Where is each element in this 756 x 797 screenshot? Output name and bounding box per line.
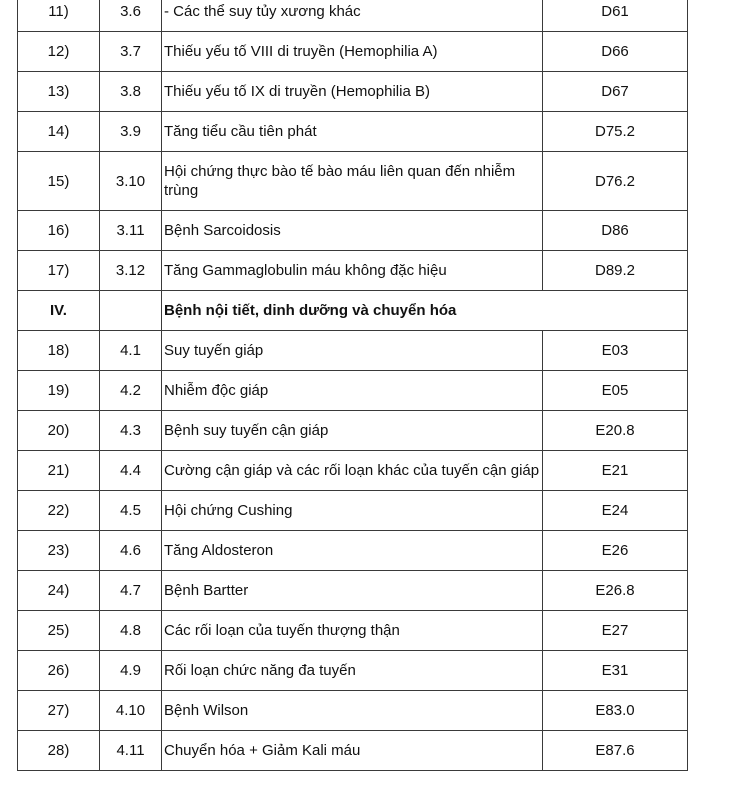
row-code: 3.7 <box>100 32 162 72</box>
table-row <box>18 32 688 72</box>
table-row <box>18 491 688 531</box>
row-code: 4.7 <box>100 571 162 611</box>
row-icd-code: E20.8 <box>543 411 688 451</box>
row-icd-code: E03 <box>543 331 688 371</box>
table-row <box>18 531 688 571</box>
row-disease-name: Bệnh Wilson <box>162 691 543 731</box>
row-disease-name: Thiếu yếu tố VIII di truyền (Hemophilia A) <box>162 32 543 72</box>
table-row <box>18 211 688 251</box>
row-number: 24) <box>18 571 100 611</box>
row-code: 4.4 <box>100 451 162 491</box>
row-code: 4.5 <box>100 491 162 531</box>
section-header-row <box>18 291 688 331</box>
row-number: 27) <box>18 691 100 731</box>
row-disease-name: Tăng tiểu cầu tiên phát <box>162 112 543 152</box>
row-icd-code: E21 <box>543 451 688 491</box>
row-number: 22) <box>18 491 100 531</box>
row-disease-name: Bệnh Sarcoidosis <box>162 211 543 251</box>
row-number: 12) <box>18 32 100 72</box>
row-disease-name: Bệnh Bartter <box>162 571 543 611</box>
table-row <box>18 331 688 371</box>
row-icd-code: D66 <box>543 32 688 72</box>
row-disease-name: Nhiễm độc giáp <box>162 371 543 411</box>
row-disease-name: Các rối loạn của tuyến thượng thận <box>162 611 543 651</box>
row-icd-code: D61 <box>543 0 688 32</box>
row-disease-name: Tăng Aldosteron <box>162 531 543 571</box>
section-code-empty <box>100 291 162 331</box>
row-number: 15) <box>18 152 100 211</box>
table-row <box>18 0 688 32</box>
disease-table <box>17 0 688 771</box>
row-disease-name: Hội chứng thực bào tế bào máu liên quan đến nhiễm trùng <box>162 152 543 211</box>
table-row <box>18 571 688 611</box>
section-title: Bệnh nội tiết, dinh dưỡng và chuyển hóa <box>162 291 688 331</box>
row-number: 17) <box>18 251 100 291</box>
row-number: 23) <box>18 531 100 571</box>
row-number: 18) <box>18 331 100 371</box>
row-icd-code: E27 <box>543 611 688 651</box>
row-icd-code: D67 <box>543 72 688 112</box>
row-code: 3.11 <box>100 211 162 251</box>
row-code: 4.8 <box>100 611 162 651</box>
row-icd-code: E24 <box>543 491 688 531</box>
row-number: 25) <box>18 611 100 651</box>
row-disease-name: Cường cận giáp và các rối loạn khác của tuyến cận giáp <box>162 451 543 491</box>
row-icd-code: D89.2 <box>543 251 688 291</box>
row-icd-code: E87.6 <box>543 731 688 771</box>
row-disease-name: Tăng Gammaglobulin máu không đặc hiệu <box>162 251 543 291</box>
row-number: 13) <box>18 72 100 112</box>
table-row <box>18 611 688 651</box>
row-code: 3.12 <box>100 251 162 291</box>
table-row <box>18 451 688 491</box>
row-code: 4.1 <box>100 331 162 371</box>
row-icd-code: E05 <box>543 371 688 411</box>
row-disease-name: Bệnh suy tuyến cận giáp <box>162 411 543 451</box>
row-disease-name: Chuyển hóa + Giảm Kali máu <box>162 731 543 771</box>
row-code: 4.10 <box>100 691 162 731</box>
table-row <box>18 731 688 771</box>
row-number: 11) <box>18 0 100 32</box>
row-code: 3.10 <box>100 152 162 211</box>
row-code: 4.2 <box>100 371 162 411</box>
row-number: 28) <box>18 731 100 771</box>
row-icd-code: D86 <box>543 211 688 251</box>
row-disease-name: Rối loạn chức năng đa tuyến <box>162 651 543 691</box>
row-code: 4.6 <box>100 531 162 571</box>
row-disease-name: Hội chứng Cushing <box>162 491 543 531</box>
row-number: 20) <box>18 411 100 451</box>
table-row <box>18 371 688 411</box>
row-disease-name: Suy tuyến giáp <box>162 331 543 371</box>
row-number: 19) <box>18 371 100 411</box>
row-disease-name: Thiếu yếu tố IX di truyền (Hemophilia B) <box>162 72 543 112</box>
row-icd-code: E26.8 <box>543 571 688 611</box>
table-row <box>18 72 688 112</box>
row-code: 4.9 <box>100 651 162 691</box>
row-code: 3.6 <box>100 0 162 32</box>
row-number: 26) <box>18 651 100 691</box>
row-icd-code: D75.2 <box>543 112 688 152</box>
table-row <box>18 651 688 691</box>
table-row <box>18 251 688 291</box>
row-icd-code: D76.2 <box>543 152 688 211</box>
row-icd-code: E83.0 <box>543 691 688 731</box>
row-code: 4.3 <box>100 411 162 451</box>
table-row <box>18 411 688 451</box>
table-row <box>18 152 688 211</box>
row-code: 3.8 <box>100 72 162 112</box>
row-number: 14) <box>18 112 100 152</box>
row-code: 3.9 <box>100 112 162 152</box>
row-number: 21) <box>18 451 100 491</box>
table-row <box>18 691 688 731</box>
row-icd-code: E31 <box>543 651 688 691</box>
row-code: 4.11 <box>100 731 162 771</box>
row-number: 16) <box>18 211 100 251</box>
row-icd-code: E26 <box>543 531 688 571</box>
table-row <box>18 112 688 152</box>
section-number: IV. <box>18 291 100 331</box>
row-disease-name: - Các thể suy tủy xương khác <box>162 0 543 32</box>
